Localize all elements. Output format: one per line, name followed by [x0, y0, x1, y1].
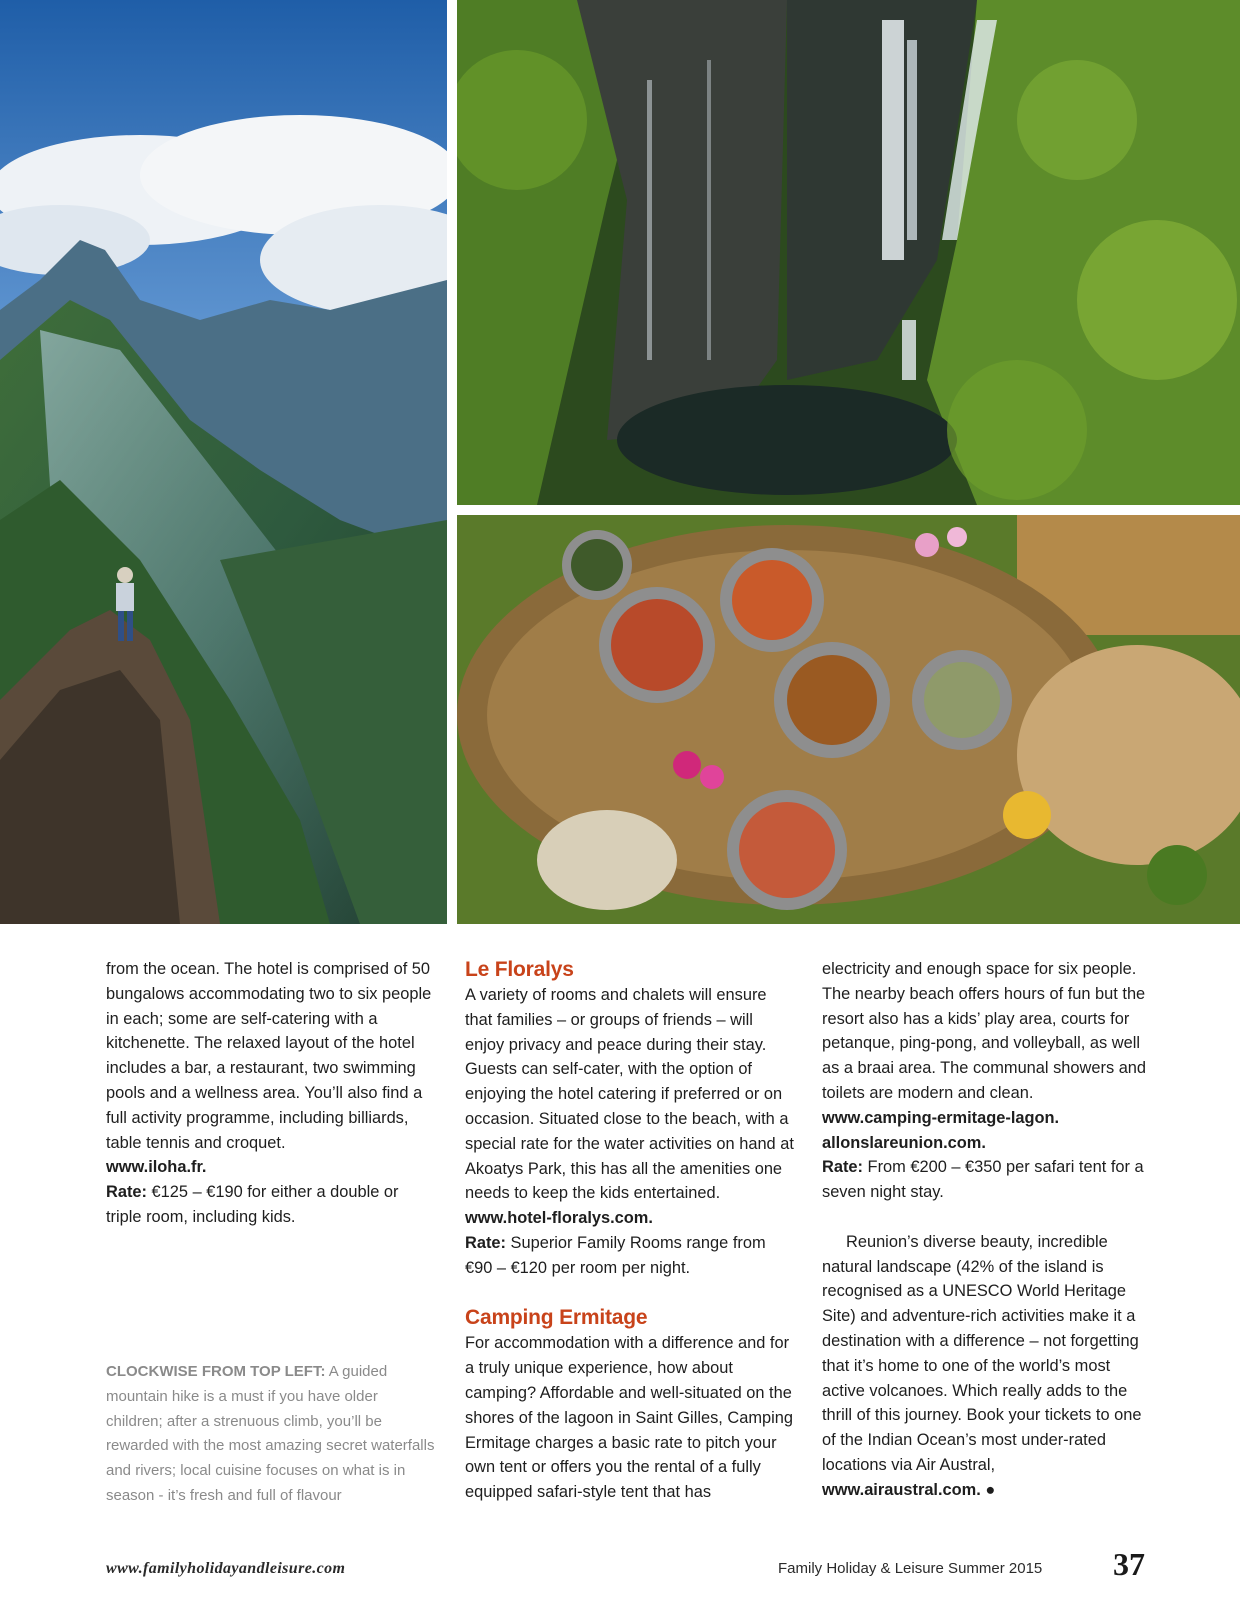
page-number: 37	[1113, 1546, 1145, 1582]
camping-rate	[822, 1155, 1152, 1205]
photo-caption	[106, 1360, 436, 1509]
text-column-1	[106, 957, 436, 1230]
footer-magazine-title: Family Holiday & Leisure Summer 2015	[778, 1560, 1043, 1577]
mountain-hike-photo	[0, 0, 447, 924]
rate-text: €125 – €190 for either a double or triple room, including kids.	[106, 1183, 399, 1226]
food-photo-art	[457, 515, 1240, 924]
floralys-rate	[465, 1231, 795, 1281]
camping-description-continued: electricity and enough space for six people. The nearby beach offers hours of fun but the resort also has a kids’ play area, courts for petanque, ping-pong, and volleyball, as well as a braai area. The communal showers and toilets are modern and clean.	[822, 960, 1147, 1102]
camping-website-link[interactable]: www.camping-ermitage-lagon.	[822, 1108, 1060, 1127]
rate-label: Rate:	[822, 1158, 863, 1177]
rate-label: Rate:	[465, 1233, 506, 1252]
iloha-website-link[interactable]: www.iloha.fr.	[106, 1158, 207, 1177]
iloha-description: from the ocean. The hotel is comprised of 50 bungalows accommodating two to six people in each; some are self-catering with a kitchenette. The relaxed layout of the hotel includes a bar, a restaurant, two swimming pools and a wellness area. You’ll also find a full activity programme, including billiards, table tennis and croquet.	[106, 960, 432, 1152]
airaustral-line	[822, 1478, 1152, 1503]
waterfall-photo-art	[457, 0, 1240, 505]
caption-text: A guided mountain hike is a must if you have older children; after a strenuous climb, you’ll be rewarded with the most amazing secret waterfalls and rivers; local cuisine focuses on what is in season - it’s fresh and full of flavour	[106, 1363, 435, 1504]
caption-lead: CLOCKWISE FROM TOP LEFT:	[106, 1363, 326, 1380]
camping-ermitage-heading: Camping Ermitage	[465, 1306, 648, 1330]
mountain-photo-art	[0, 0, 447, 924]
rate-text: Superior Family Rooms range from €90 – €120 per room per night.	[465, 1233, 766, 1277]
end-mark-icon: ●	[980, 1480, 996, 1499]
floralys-description: A variety of rooms and chalets will ensure that families – or groups of friends – will enjoy privacy and peace during their stay. Guests can self-cater, with the option of enjoying the hotel catering if preferred or on occasion. Situated close to the beach, with a special rate for the water activities on hand at Akoatys Park, this has all the amenities one needs to keep the kids entertained.	[465, 986, 794, 1203]
reunion-conclusion: Reunion’s diverse beauty, incredible natural landscape (42% of the island is recognised as a UNESCO World Heritage Site) and adventure-rich activities make it a destination with a difference – not forgetting that it’s home to one of the world’s most active volcanoes. Which really adds to the thrill of this journey. Book your tickets to one of the Indian Ocean’s most under-rated locations via Air Austral,	[822, 1232, 1142, 1474]
rate-text: From €200 – €350 per safari tent for a seven night stay.	[822, 1158, 1144, 1202]
footer-website[interactable]: www.familyholidayandleisure.com	[106, 1560, 346, 1577]
text-column-3	[822, 957, 1152, 1503]
allonslareunion-link[interactable]: allonslareunion.com.	[822, 1133, 986, 1152]
le-floralys-heading: Le Floralys	[465, 958, 574, 981]
airaustral-link[interactable]: www.airaustral.com.	[822, 1480, 981, 1499]
floralys-website-link[interactable]: www.hotel-floralys.com.	[465, 1209, 653, 1228]
text-column-2	[465, 957, 795, 1505]
rate-label: Rate:	[106, 1183, 147, 1202]
camping-description: For accommodation with a difference and for a truly unique experience, how about camping? Affordable and well-situated on the shores of the lagoon in Saint Gilles, Camping Ermitage charges a basic rate to pitch your own tent or offers you the rental of a fully equipped safari-style tent that has	[465, 1334, 793, 1502]
iloha-rate	[106, 1180, 436, 1230]
waterfall-photo	[457, 0, 1240, 505]
local-cuisine-photo	[457, 515, 1240, 924]
